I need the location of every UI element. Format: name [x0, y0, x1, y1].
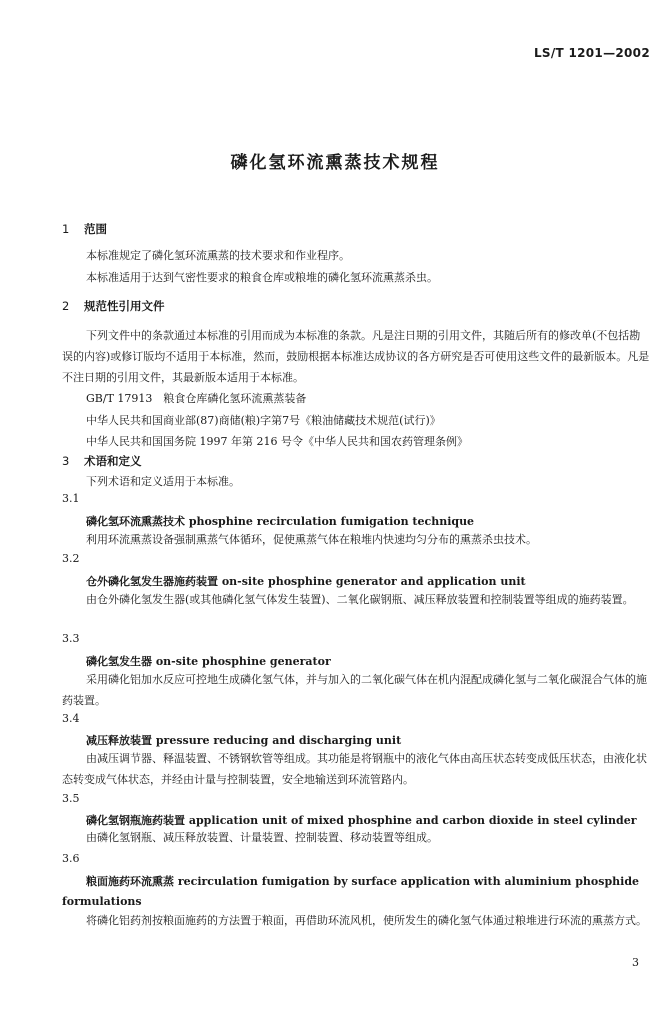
term-definition: 由减压调节器、释温装置、不锈钢软管等组成。其功能是将钢瓶中的液化气体由高压状态转变成低压状态，由液化状态转变成气体状态，并经由计量与控制装置，安全地输送到环流管路内。: [62, 752, 647, 786]
reference-item: GB/T 17913 粮食仓库磷化氢环流熏蒸装备: [86, 392, 307, 405]
section-number: 1: [62, 222, 70, 236]
section-title: 术语和定义: [84, 454, 142, 468]
term-definition: 由磷化氢钢瓶、减压释放装置、计量装置、控制装置、移动装置等组成。: [86, 831, 438, 844]
reference-item: 中华人民共和国商业部(87)商储(粮)字第7号《粮油储藏技术规范(试行)》: [86, 414, 441, 427]
subsection-number: 3.2: [62, 552, 80, 565]
subsection-number: 3.3: [62, 632, 80, 645]
subsection-number: 3.1: [62, 492, 80, 505]
term-definition: 利用环流熏蒸设备强制熏蒸气体循环，促使熏蒸气体在粮堆内快速均匀分布的熏蒸杀虫技术。: [86, 533, 537, 546]
standard-code: LS/T 1201—2002: [533, 46, 650, 60]
paragraph: 本标准规定了磷化氢环流熏蒸的技术要求和作业程序。: [86, 249, 350, 262]
term-title: 粮面施药环流熏蒸 recirculation fumigation by surface application with aluminium phosphide formulations: [62, 875, 640, 908]
term-definition: 采用磷化铝加水反应可控地生成磷化氢气体，并与加入的二氧化碳气体在机内混配成磷化氢与二氧化碳混合气体的施药装置。: [62, 673, 647, 707]
paragraph: 下列文件中的条款通过本标准的引用而成为本标准的条款。凡是注日期的引用文件，其随后所有的修改单(不包括勘误的内容)或修订版均不适用于本标准，然而，鼓励根据本标准达成协议的各方研究是否可使用这些文件的最新版本。凡是不注日期的引用文件，其最新版本适用于本标准。: [62, 329, 650, 384]
section-2-heading: [62, 298, 165, 314]
section-title: 范围: [84, 222, 107, 236]
section-number: 2: [62, 299, 70, 313]
subsection-number: 3.5: [62, 792, 80, 805]
subsection-number: 3.4: [62, 712, 80, 725]
term-title: 减压释放装置 pressure reducing and discharging unit: [86, 734, 402, 747]
paragraph: 本标准适用于达到气密性要求的粮食仓库或粮堆的磷化氢环流熏蒸杀虫。: [86, 271, 438, 284]
page-number: 3: [632, 956, 639, 969]
section-1-heading: [62, 221, 107, 237]
subsection-number: 3.6: [62, 852, 80, 865]
term-definition: 由仓外磷化氢发生器(或其他磷化氢气体发生装置)、二氧化碳钢瓶、减压释放装置和控制装置等组成的施药装置。: [86, 593, 634, 606]
section-number: 3: [62, 454, 70, 468]
section-title: 规范性引用文件: [84, 299, 165, 313]
term-definition: 将磷化铝药剂按粮面施药的方法置于粮面，再借助环流风机，使所发生的磷化氢气体通过粮堆进行环流的熏蒸方式。: [86, 914, 647, 927]
term-title: 磷化氢钢瓶施药装置 application unit of mixed phosphine and carbon dioxide in steel cylinder: [86, 814, 637, 827]
paragraph: 下列术语和定义适用于本标准。: [86, 475, 240, 488]
document-title: 磷化氢环流熏蒸技术规程: [230, 153, 440, 173]
reference-item: 中华人民共和国国务院 1997 年第 216 号令《中华人民共和国农药管理条例》: [86, 435, 468, 448]
section-3-heading: [62, 453, 142, 469]
term-title: 磷化氢环流熏蒸技术 phosphine recirculation fumigation technique: [86, 515, 475, 528]
term-title: 仓外磷化氢发生器施药装置 on-site phosphine generator and application unit: [86, 575, 526, 588]
term-title: 磷化氢发生器 on-site phosphine generator: [86, 655, 331, 668]
